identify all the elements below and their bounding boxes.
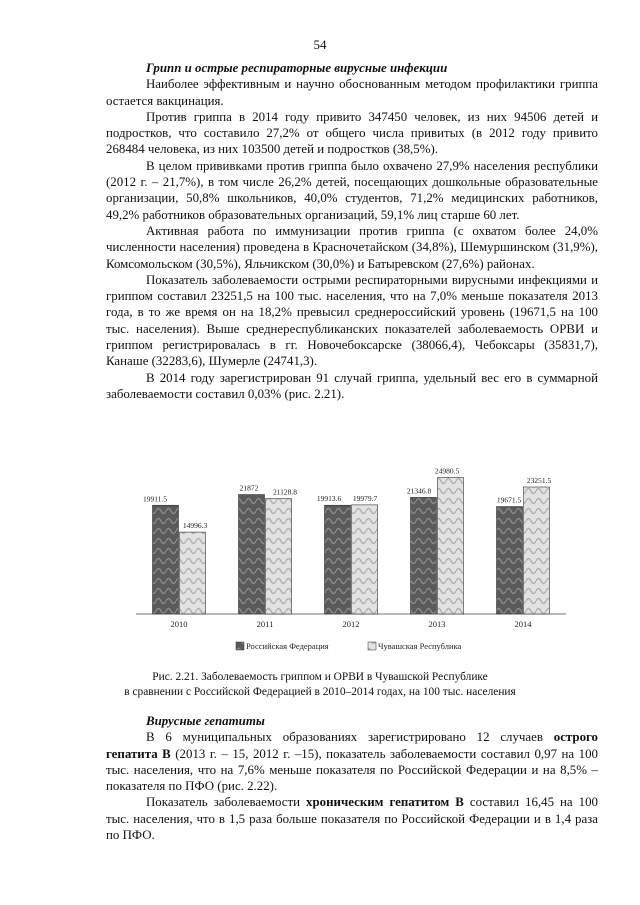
bar-series2-2012 — [352, 505, 378, 614]
data-label-series1-2013: 21346.8 — [406, 486, 432, 496]
bar-series1-2013 — [411, 497, 437, 614]
bar-series2-2013 — [438, 478, 464, 614]
figure-2-21-chart — [136, 466, 566, 656]
flu-paragraph: Активная работа по иммунизации против гриппа (с охватом более 24,0% численности населения) проведена в Красночетайском (34,8%), Шемуршинском (31,9%), Комсомольском (30,5%), Яльчикском (30,0%) и Батыревском (27,6%) районах. — [106, 223, 598, 271]
x-tick-label: 2013 — [428, 619, 446, 629]
chart-legend — [236, 641, 462, 651]
data-label-series2-2011: 21128.8 — [272, 487, 298, 497]
bar-series1-2014 — [497, 507, 523, 614]
data-label-series1-2011: 21872 — [239, 483, 259, 493]
bar-series1-2012 — [325, 505, 351, 614]
text-run: составил 16,45 на 100 тыс. населения, что в 1,5 раза больше показателя по Российской Федерации и в 1,4 раза по ПФО. — [106, 795, 598, 843]
data-label-series1-2012: 19913.6 — [316, 494, 342, 504]
flu-heading: Грипп и острые респираторные вирусные инфекции — [146, 61, 448, 75]
bar-series1-2011 — [239, 495, 265, 614]
flu-paragraph: Наиболее эффективным и научно обоснованным методом профилактики гриппа остается вакцинация. — [106, 77, 598, 108]
x-tick-label: 2011 — [256, 619, 274, 629]
hepatitis-paragraph-1 — [106, 729, 598, 794]
bar-chart — [136, 466, 566, 656]
legend-label-series2: Чувашская Республика — [378, 641, 462, 651]
flu-paragraph: Показатель заболеваемости острыми респираторными вирусными инфекциями и гриппом составил 23251,5 на 100 тыс. населения, что на 7,0% меньше показателя 2013 года, в то же время он на 18,2% превысил среднероссийский уровень (19671,5 на 100 тыс. населения). Выше среднереспубликанских показателей заболеваемость ОРВИ и гриппом регистрировалась в гг. Новочебоксарске (38066,4), Чебоксары (35831,7), Канаше (32283,6), Шумерле (24741,3). — [106, 272, 598, 369]
term-chronic-hepatitis-b: хроническим гепатитом В — [306, 795, 464, 810]
figure-caption — [0, 670, 640, 700]
bar-series2-2014 — [524, 487, 550, 614]
hepatitis-heading: Вирусные гепатиты — [146, 714, 265, 728]
legend-swatch-series1 — [236, 642, 244, 650]
hepatitis-paragraph-2 — [106, 794, 598, 843]
data-label-series2-2010: 14996.3 — [182, 521, 208, 531]
x-tick-label: 2014 — [514, 619, 532, 629]
text-run: Показатель заболеваемости — [146, 795, 307, 810]
hepatitis-section — [106, 713, 598, 843]
data-label-series2-2014: 23251.5 — [526, 476, 552, 486]
text-run: В 6 муниципальных образованиях зарегистрировано 12 случаев — [146, 730, 554, 745]
flu-paragraph: Против гриппа в 2014 году привито 347450 человек, из них 94506 детей и подростков, что составило 27,2% от общего числа привитых (в 2012 году привито 268484 человека, из них 103500 детей и подростков (38,5%). — [106, 109, 598, 157]
text-run: (2013 г. – 15, 2012 г. –15), показатель заболеваемости составил 0,97 на 100 тыс. населения, что на 7,6% меньше показателя по Российской Федерации и на 8,5% – показателя по ПФО (рис. 2.22). — [106, 746, 598, 794]
caption-line-1: Рис. 2.21. Заболеваемость гриппом и ОРВИ в Чувашской Республике — [152, 671, 488, 683]
legend-swatch-series2 — [368, 642, 376, 650]
x-tick-label: 2012 — [342, 619, 360, 629]
caption-line-2: в сравнении с Российской Федерацией в 2010–2014 годах, на 100 тыс. населения — [124, 686, 516, 698]
bar-series2-2010 — [180, 532, 206, 614]
bar-series2-2011 — [266, 499, 292, 614]
flu-paragraph: В 2014 году зарегистрирован 91 случай гриппа, удельный вес его в суммарной заболеваемости составил 0,03% (рис. 2.21). — [106, 370, 598, 401]
data-label-series2-2013: 24980.5 — [434, 466, 460, 476]
x-tick-label: 2010 — [170, 619, 188, 629]
legend-label-series1: Российская Федерация — [246, 641, 329, 651]
term-acute-hepatitis-b: острого гепатита В — [106, 730, 598, 761]
data-label-series1-2010: 19911.5 — [142, 494, 168, 504]
flu-section — [106, 60, 598, 402]
data-label-series2-2012: 19979.7 — [352, 493, 378, 503]
data-label-series1-2014: 19671.5 — [496, 495, 522, 505]
bar-series1-2010 — [153, 505, 179, 614]
page-number: 54 — [313, 37, 327, 52]
flu-paragraph: В целом прививками против гриппа было охвачено 27,9% населения республики (2012 г. – 21,7%), в том числе 26,2% детей, посещающих дошкольные образовательные организации, 50,8% школьников, 40,0% студентов, 71,2% медицинских работников, 49,2% работников образовательных организаций, 59,1% лиц старше 60 лет. — [106, 158, 598, 222]
